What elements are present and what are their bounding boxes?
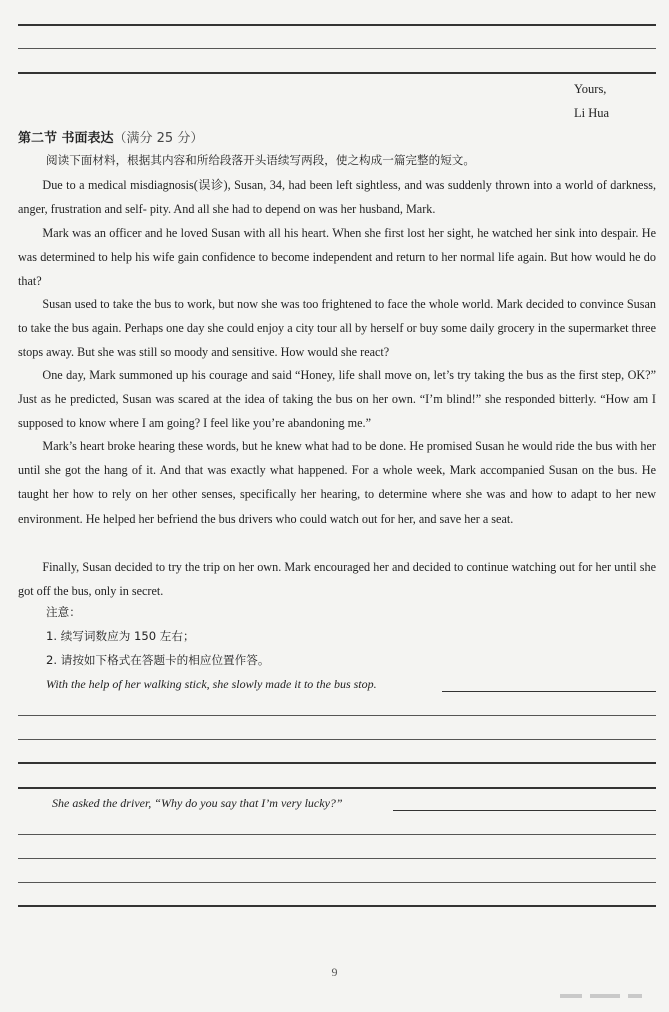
answer-line [18, 72, 656, 74]
story-paragraph-2: Mark was an officer and he loved Susan with all his heart. When she first lost her sight, he watched her sink into despair. He was determined to help his wife gain confidence to become independent and return to her normal life again. But how would he do that? [18, 226, 656, 289]
answer-line [18, 787, 656, 789]
notes-label: 注意： [46, 605, 81, 619]
watermark-mark [560, 994, 660, 1002]
answer-line [18, 834, 656, 835]
story-paragraph-6: Finally, Susan decided to try the trip on her own. Mark encouraged her and decided to continue watching out for her until she got off the bus, only in secret. [18, 560, 656, 599]
letter-closing-yours: Yours, [574, 82, 607, 96]
answer-line [18, 905, 656, 907]
prompt-2-line [393, 810, 656, 811]
prompt-1-line [442, 691, 656, 692]
section-points: （满分 25 分） [113, 131, 204, 146]
answer-line [18, 858, 656, 859]
story-paragraph-4: One day, Mark summoned up his courage and said “Honey, life shall move on, let’s try taking the bus as the first step, OK?” Just as he predicted, Susan was scared at the idea of taking the bus on her own. “I’m blind!” she responded bitterly. “How am I supposed to know where I am going? I feel like you’re abandoning me.” [18, 368, 656, 431]
answer-line [18, 48, 656, 49]
notes-item-1: 1. 续写词数应为 150 左右； [46, 629, 195, 643]
page-number: 9 [331, 965, 338, 979]
section-heading [18, 127, 203, 146]
prompt-1: With the help of her walking stick, she slowly made it to the bus stop. [46, 677, 377, 691]
notes-item-2: 2. 请按如下格式在答题卡的相应位置作答。 [46, 653, 270, 667]
story-paragraph-1: Due to a medical misdiagnosis(误诊), Susan, 34, had been left sightless, and was suddenly thrown into a world of darkness, anger, frustration and self- pity. And all she had to depend on was her husband, Mark. [18, 178, 656, 217]
answer-line [18, 715, 656, 716]
answer-line [18, 762, 656, 764]
section-title: 第二节 书面表达 [18, 131, 114, 146]
prompt-2: She asked the driver, “Why do you say that I’m very lucky?” [52, 796, 343, 810]
answer-line [18, 24, 656, 26]
story-paragraph-5: Mark’s heart broke hearing these words, but he knew what had to be done. He promised Susan he would ride the bus with her until she got the hang of it. And that was exactly what happened. For a whole week, Mark accompanied Susan on the bus. He taught her how to rely on her other senses, specifically her hearing, to determine where she was and how to adapt to her new environment. He helped her befriend the bus drivers who could watch out for her, and save her a seat. [18, 439, 656, 526]
answer-line [18, 882, 656, 883]
answer-line [18, 739, 656, 740]
story-paragraph-3: Susan used to take the bus to work, but now she was too frightened to face the whole world. Mark decided to convince Susan to take the bus again. Perhaps one day she could enjoy a city tour all by herself or buy some daily grocery in the supermarket three stops away. But she was still so moody and sensitive. How would she react? [18, 297, 656, 360]
instruction-text: 阅读下面材料，根据其内容和所给段落开头语续写两段，使之构成一篇完整的短文。 [46, 153, 475, 167]
letter-closing-name: Li Hua [574, 106, 610, 120]
